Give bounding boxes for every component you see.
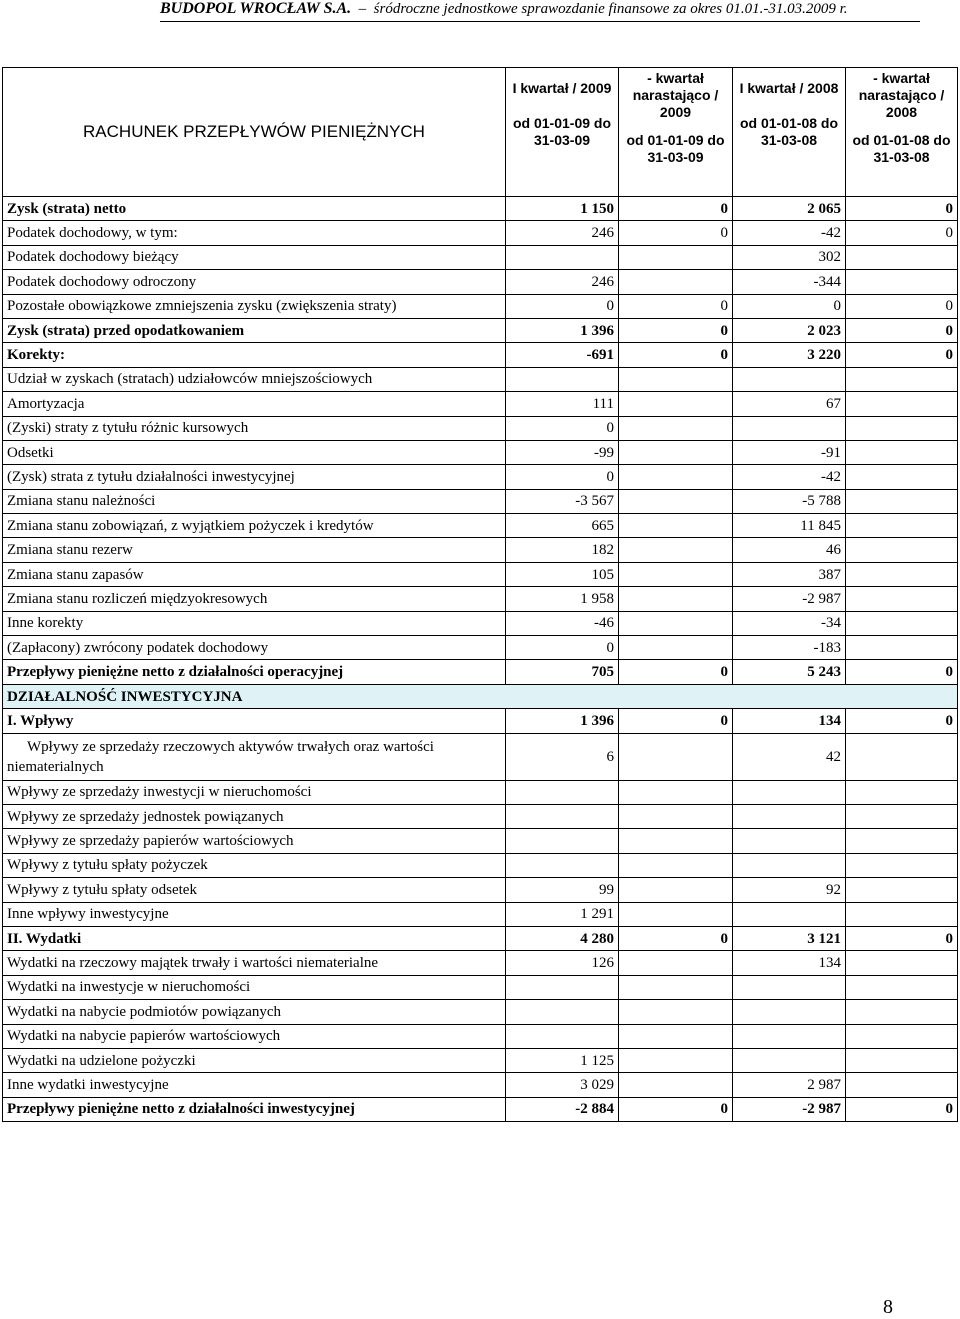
- row-value: 0: [846, 343, 958, 367]
- row-value: [619, 951, 733, 975]
- row-value: [619, 733, 733, 780]
- row-value: -2 884: [506, 1097, 619, 1121]
- table-row: [3, 294, 958, 318]
- row-value: [506, 804, 619, 828]
- row-value: 1 125: [506, 1048, 619, 1072]
- row-value: [846, 975, 958, 999]
- row-value: [733, 367, 846, 391]
- row-label: I. Wpływy: [3, 709, 506, 733]
- row-value: 6: [506, 733, 619, 780]
- table-title: RACHUNEK PRZEPŁYWÓW PIENIĘŻNYCH: [3, 68, 506, 197]
- row-value: [619, 489, 733, 513]
- row-value: [619, 804, 733, 828]
- row-label: Wydatki na rzeczowy majątek trwały i wartości niematerialne: [3, 951, 506, 975]
- row-value: [846, 562, 958, 586]
- row-label: Amortyzacja: [3, 392, 506, 416]
- row-value: 5 243: [733, 660, 846, 684]
- row-value: [846, 878, 958, 902]
- row-value: 387: [733, 562, 846, 586]
- row-label: (Zapłacony) zwrócony podatek dochodowy: [3, 636, 506, 660]
- row-label: Odsetki: [3, 440, 506, 464]
- row-value: 3 220: [733, 343, 846, 367]
- row-value: [619, 562, 733, 586]
- table-row: [3, 221, 958, 245]
- table-row: [3, 804, 958, 828]
- row-label: Wpływy z tytułu spłaty pożyczek: [3, 853, 506, 877]
- row-value: [506, 1000, 619, 1024]
- column-dates: od 01-01-09 do 31-03-09: [626, 132, 725, 165]
- table-row: [3, 1024, 958, 1048]
- row-value: -691: [506, 343, 619, 367]
- table-row: [3, 197, 958, 221]
- row-value: 0: [619, 343, 733, 367]
- row-value: 0: [506, 294, 619, 318]
- row-label: Udział w zyskach (stratach) udziałowców mniejszościowych: [3, 367, 506, 391]
- row-value: [619, 878, 733, 902]
- table-row: [3, 465, 958, 489]
- row-value: -42: [733, 221, 846, 245]
- row-value: [733, 1000, 846, 1024]
- row-value: 0: [619, 221, 733, 245]
- row-label: Przepływy pieniężne netto z działalności operacyjnej: [3, 660, 506, 684]
- row-value: [846, 245, 958, 269]
- row-value: [733, 829, 846, 853]
- row-value: [619, 392, 733, 416]
- row-value: [846, 270, 958, 294]
- row-value: [733, 804, 846, 828]
- row-label: Podatek dochodowy bieżący: [3, 245, 506, 269]
- row-value: 134: [733, 709, 846, 733]
- row-value: 1 291: [506, 902, 619, 926]
- row-value: [619, 1048, 733, 1072]
- row-value: 0: [619, 926, 733, 950]
- table-row: [3, 245, 958, 269]
- row-value: [846, 538, 958, 562]
- page-header: BUDOPOL WROCŁAW S.A. – śródroczne jednostkowe sprawozdanie finansowe za okres 01.01.-31.03.2009 r.: [160, 0, 920, 22]
- row-value: 1 396: [506, 318, 619, 342]
- row-value: 2 987: [733, 1073, 846, 1097]
- row-value: [506, 829, 619, 853]
- row-value: [733, 1024, 846, 1048]
- column-header: [619, 68, 733, 197]
- row-value: 1 958: [506, 587, 619, 611]
- row-value: [506, 367, 619, 391]
- row-value: [506, 1024, 619, 1048]
- row-value: [506, 975, 619, 999]
- table-row: [3, 367, 958, 391]
- row-value: [619, 780, 733, 804]
- row-value: 0: [619, 318, 733, 342]
- row-value: 0: [846, 294, 958, 318]
- row-value: 126: [506, 951, 619, 975]
- row-value: [506, 853, 619, 877]
- table-row: [3, 416, 958, 440]
- row-value: [506, 245, 619, 269]
- table-row: [3, 684, 958, 708]
- row-label: Wydatki na udzielone pożyczki: [3, 1048, 506, 1072]
- row-label: II. Wydatki: [3, 926, 506, 950]
- row-value: [846, 804, 958, 828]
- row-value: [846, 465, 958, 489]
- row-value: [619, 270, 733, 294]
- row-value: [619, 829, 733, 853]
- table-row: [3, 270, 958, 294]
- table-row: [3, 733, 958, 780]
- row-value: 99: [506, 878, 619, 902]
- row-value: [846, 636, 958, 660]
- column-label: - kwartał narastająco / 2009: [632, 70, 719, 120]
- row-value: 0: [846, 1097, 958, 1121]
- row-label: Zmiana stanu rezerw: [3, 538, 506, 562]
- row-value: [846, 587, 958, 611]
- row-value: [846, 1000, 958, 1024]
- row-value: [846, 1048, 958, 1072]
- row-label: Korekty:: [3, 343, 506, 367]
- row-value: 182: [506, 538, 619, 562]
- column-dates: od 01-01-08 do 31-03-08: [739, 115, 839, 148]
- table-row: [3, 926, 958, 950]
- row-value: [619, 587, 733, 611]
- column-dates: od 01-01-08 do 31-03-08: [852, 132, 951, 165]
- table-row: [3, 1048, 958, 1072]
- table-row: [3, 709, 958, 733]
- row-value: [619, 975, 733, 999]
- row-label: Zmiana stanu zobowiązań, z wyjątkiem pożyczek i kredytów: [3, 514, 506, 538]
- row-value: 0: [846, 318, 958, 342]
- row-value: [846, 392, 958, 416]
- row-value: 0: [506, 416, 619, 440]
- row-label: (Zyski) straty z tytułu różnic kursowych: [3, 416, 506, 440]
- row-value: [846, 416, 958, 440]
- table-row: [3, 780, 958, 804]
- row-label: Wpływy ze sprzedaży rzeczowych aktywów trwałych oraz wartości niematerialnych: [3, 733, 506, 780]
- row-label: Wpływy z tytułu spłaty odsetek: [3, 878, 506, 902]
- row-value: [846, 489, 958, 513]
- row-value: [846, 611, 958, 635]
- row-label: Wydatki na nabycie papierów wartościowych: [3, 1024, 506, 1048]
- row-value: 0: [619, 660, 733, 684]
- row-label: Wpływy ze sprzedaży jednostek powiązanych: [3, 804, 506, 828]
- row-value: [506, 780, 619, 804]
- row-value: [846, 1073, 958, 1097]
- row-value: -91: [733, 440, 846, 464]
- table-row: [3, 562, 958, 586]
- row-value: 0: [733, 294, 846, 318]
- table-row: [3, 829, 958, 853]
- column-header: [733, 68, 846, 197]
- column-header: [846, 68, 958, 197]
- row-value: -42: [733, 465, 846, 489]
- table-row: [3, 878, 958, 902]
- row-value: 0: [619, 1097, 733, 1121]
- table-row: [3, 951, 958, 975]
- row-label: Wpływy ze sprzedaży papierów wartościowych: [3, 829, 506, 853]
- row-label: (Zysk) strata z tytułu działalności inwestycyjnej: [3, 465, 506, 489]
- row-value: -2 987: [733, 587, 846, 611]
- table-row: [3, 587, 958, 611]
- row-value: -99: [506, 440, 619, 464]
- row-value: 246: [506, 270, 619, 294]
- row-value: [846, 902, 958, 926]
- row-value: 0: [619, 709, 733, 733]
- row-value: -344: [733, 270, 846, 294]
- row-value: 246: [506, 221, 619, 245]
- row-value: [619, 611, 733, 635]
- row-value: 0: [846, 197, 958, 221]
- row-value: [619, 1073, 733, 1097]
- row-value: [619, 1000, 733, 1024]
- row-value: 134: [733, 951, 846, 975]
- table-row: [3, 975, 958, 999]
- row-value: [619, 538, 733, 562]
- row-label: Pozostałe obowiązkowe zmniejszenia zysku (zwiększenia straty): [3, 294, 506, 318]
- column-label: - kwartał narastająco / 2008: [858, 70, 945, 120]
- row-label: Przepływy pieniężne netto z działalności inwestycyjnej: [3, 1097, 506, 1121]
- row-value: 0: [846, 660, 958, 684]
- row-value: 42: [733, 733, 846, 780]
- row-value: [733, 975, 846, 999]
- row-value: 0: [619, 294, 733, 318]
- table-row: [3, 514, 958, 538]
- row-value: 92: [733, 878, 846, 902]
- table-row: [3, 538, 958, 562]
- row-value: 0: [506, 465, 619, 489]
- table-row: [3, 489, 958, 513]
- row-value: -46: [506, 611, 619, 635]
- row-value: 3 121: [733, 926, 846, 950]
- row-value: 2 065: [733, 197, 846, 221]
- row-value: [733, 902, 846, 926]
- row-value: [733, 416, 846, 440]
- row-value: -5 788: [733, 489, 846, 513]
- row-value: 705: [506, 660, 619, 684]
- column-dates: od 01-01-09 do 31-03-09: [512, 115, 612, 148]
- table-row: [3, 440, 958, 464]
- row-value: -183: [733, 636, 846, 660]
- row-value: [619, 902, 733, 926]
- table-row: [3, 343, 958, 367]
- row-value: [846, 1024, 958, 1048]
- row-value: [846, 780, 958, 804]
- row-label: DZIAŁALNOŚĆ INWESTYCYJNA: [3, 684, 958, 708]
- row-value: 67: [733, 392, 846, 416]
- row-value: [619, 416, 733, 440]
- table-header-row: [3, 68, 958, 197]
- header-rule: [160, 21, 920, 22]
- row-value: [733, 853, 846, 877]
- row-value: 1 150: [506, 197, 619, 221]
- company-name: BUDOPOL WROCŁAW S.A.: [160, 0, 352, 17]
- report-subtitle: śródroczne jednostkowe sprawozdanie finansowe za okres 01.01.-31.03.2009 r.: [373, 1, 848, 17]
- row-value: 11 845: [733, 514, 846, 538]
- table-row: [3, 318, 958, 342]
- row-label: Wydatki na inwestycje w nieruchomości: [3, 975, 506, 999]
- row-value: [619, 245, 733, 269]
- row-value: [733, 1048, 846, 1072]
- row-label: Zmiana stanu należności: [3, 489, 506, 513]
- row-value: 0: [619, 197, 733, 221]
- column-label: I kwartał / 2008: [739, 80, 839, 96]
- row-value: -2 987: [733, 1097, 846, 1121]
- row-value: 0: [846, 709, 958, 733]
- row-label: Inne korekty: [3, 611, 506, 635]
- row-label: Inne wpływy inwestycyjne: [3, 902, 506, 926]
- row-label: Podatek dochodowy, w tym:: [3, 221, 506, 245]
- row-value: [846, 951, 958, 975]
- row-value: [846, 733, 958, 780]
- row-value: [619, 636, 733, 660]
- row-label: Podatek dochodowy odroczony: [3, 270, 506, 294]
- table-row: [3, 902, 958, 926]
- cash-flow-table: [2, 67, 958, 1122]
- row-value: [846, 829, 958, 853]
- row-value: [619, 1024, 733, 1048]
- row-label: Zysk (strata) przed opodatkowaniem: [3, 318, 506, 342]
- row-value: 302: [733, 245, 846, 269]
- row-value: 3 029: [506, 1073, 619, 1097]
- column-header: [506, 68, 619, 197]
- row-label: Inne wydatki inwestycyjne: [3, 1073, 506, 1097]
- row-value: [619, 465, 733, 489]
- row-value: [619, 440, 733, 464]
- table-row: [3, 392, 958, 416]
- row-value: 1 396: [506, 709, 619, 733]
- row-value: [619, 514, 733, 538]
- row-label: Zmiana stanu rozliczeń międzyokresowych: [3, 587, 506, 611]
- row-label: Wpływy ze sprzedaży inwestycji w nieruchomości: [3, 780, 506, 804]
- table-row: [3, 660, 958, 684]
- row-value: [619, 367, 733, 391]
- row-label: Wydatki na nabycie podmiotów powiązanych: [3, 1000, 506, 1024]
- row-label: Zysk (strata) netto: [3, 197, 506, 221]
- row-value: 0: [506, 636, 619, 660]
- row-value: [846, 367, 958, 391]
- row-label: Zmiana stanu zapasów: [3, 562, 506, 586]
- table-row: [3, 1097, 958, 1121]
- row-value: [846, 440, 958, 464]
- row-value: [619, 853, 733, 877]
- table-row: [3, 853, 958, 877]
- page-number: 8: [883, 1296, 893, 1318]
- column-label: I kwartał / 2009: [512, 80, 612, 96]
- row-value: 105: [506, 562, 619, 586]
- row-value: 46: [733, 538, 846, 562]
- table-row: [3, 1000, 958, 1024]
- table-row: [3, 611, 958, 635]
- row-value: [846, 853, 958, 877]
- row-value: 4 280: [506, 926, 619, 950]
- row-value: 0: [846, 221, 958, 245]
- table-row: [3, 1073, 958, 1097]
- row-value: -3 567: [506, 489, 619, 513]
- table-row: [3, 636, 958, 660]
- row-value: [846, 514, 958, 538]
- row-value: -34: [733, 611, 846, 635]
- row-value: 0: [846, 926, 958, 950]
- row-value: 111: [506, 392, 619, 416]
- row-value: 2 023: [733, 318, 846, 342]
- row-value: [733, 780, 846, 804]
- row-value: 665: [506, 514, 619, 538]
